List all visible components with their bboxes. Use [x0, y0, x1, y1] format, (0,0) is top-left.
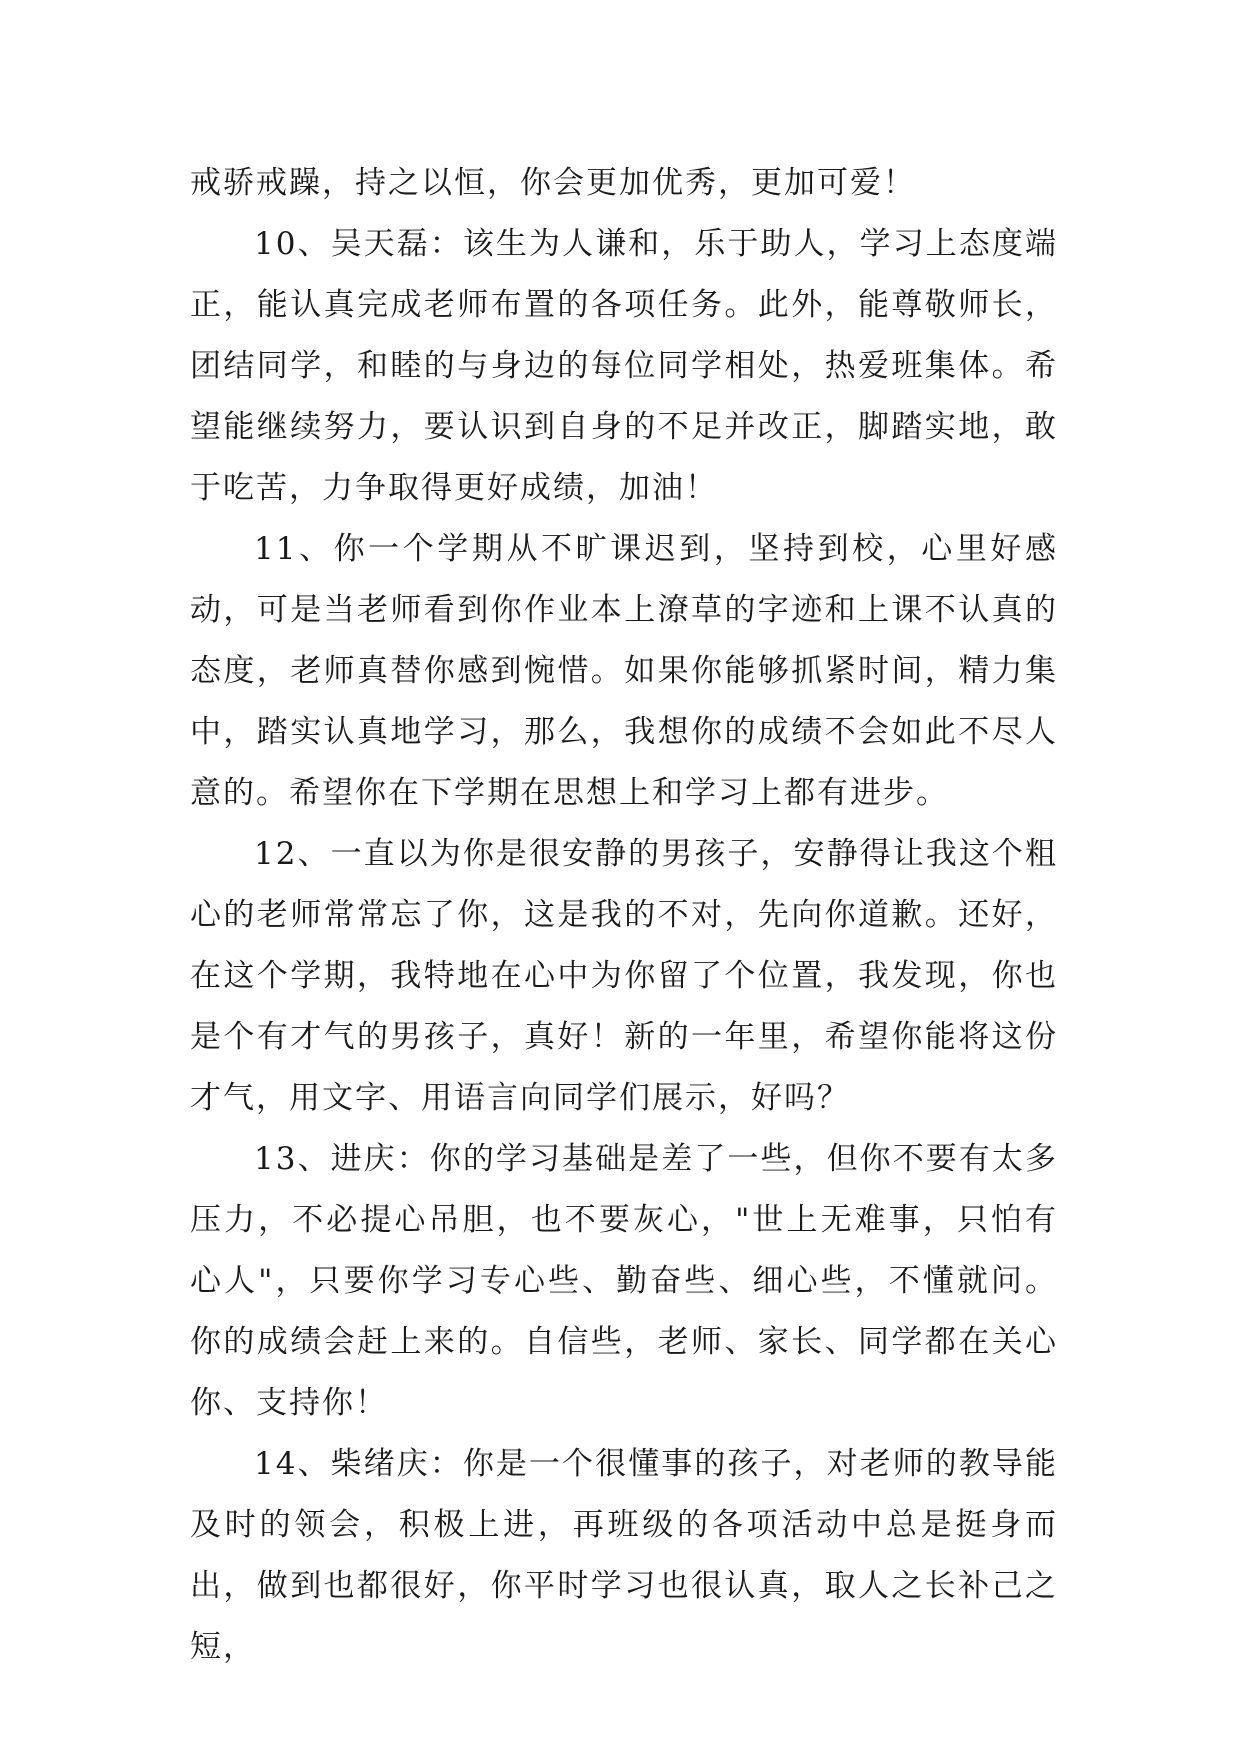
paragraph-continuation: 戒骄戒躁，持之以恒，你会更加优秀，更加可爱！	[190, 165, 916, 201]
document-body	[190, 153, 1058, 1678]
paragraph-comment-10: 10、吴天磊：该生为人谦和，乐于助人，学习上态度端正，能认真完成老师布置的各项任务。此外，能尊敬师长，团结同学，和睦的与身边的每位同学相处，热爱班集体。希望能继续努力，要认识到自身的不足并改正，脚踏实地，敢于吃苦，力争取得更好成绩，加油！	[190, 226, 1058, 506]
paragraph-comment-13: 13、进庆：你的学习基础是差了一些，但你不要有太多压力，不必提心吊胆，也不要灰心，"世上无难事，只怕有心人"，只要你学习专心些、勤奋些、细心些，不懂就问。你的成绩会赶上来的。自信些，老师、家长、同学都在关心你、支持你！	[190, 1141, 1058, 1421]
paragraph-comment-14: 14、柴绪庆：你是一个很懂事的孩子，对老师的教导能及时的领会，积极上进，再班级的各项活动中总是挺身而出，做到也都很好，你平时学习也很认真，取人之长补己之短，	[190, 1446, 1058, 1665]
paragraph-comment-12: 12、一直以为你是很安静的男孩子，安静得让我这个粗心的老师常常忘了你，这是我的不对，先向你道歉。还好，在这个学期，我特地在心中为你留了个位置，我发现，你也是个有才气的男孩子，真好！新的一年里，希望你能将这份才气，用文字、用语言向同学们展示，好吗？	[190, 836, 1058, 1116]
paragraph-comment-11: 11、你一个学期从不旷课迟到，坚持到校，心里好感动，可是当老师看到你作业本上潦草的字迹和上课不认真的态度，老师真替你感到惋惜。如果你能够抓紧时间，精力集中，踏实认真地学习，那么，我想你的成绩不会如此不尽人意的。希望你在下学期在思想上和学习上都有进步。	[190, 531, 1058, 811]
